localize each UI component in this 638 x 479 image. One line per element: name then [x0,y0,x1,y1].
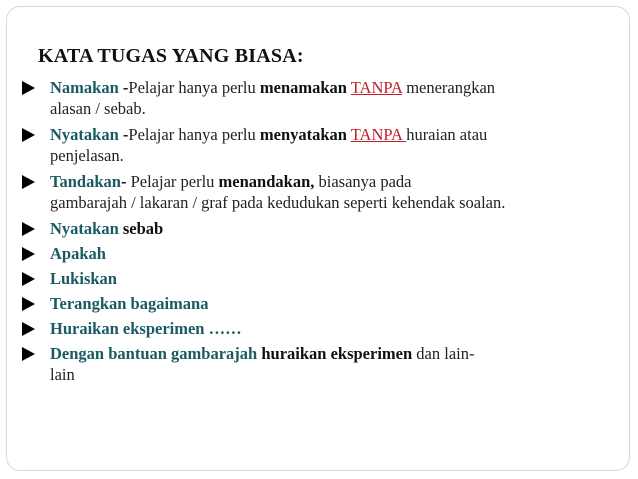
item-term: Nyatakan [50,125,119,144]
item-separator: - [120,172,131,191]
bullet-arrow-icon [22,347,35,361]
item-tail: huraian atau [406,125,488,144]
item-term: Nyatakan [50,219,119,238]
slide-heading: KATA TUGAS YANG BIASA: [38,45,304,67]
item-term: Huraikan eksperimen …… [50,319,242,338]
item-term: Terangkan bagaimana [50,294,209,313]
item-term: Tandakan [50,172,121,191]
item-continuation: penjelasan. [50,146,124,165]
item-lead: Pelajar hanya perlu [128,125,260,144]
item-keyword: menamakan [259,78,347,97]
bullet-arrow-icon [22,247,35,261]
bullet-arrow-icon [22,322,35,336]
item-separator: - [118,125,129,144]
list-item [16,293,616,314]
item-continuation: gambarajah / lakaran / graf pada kedudukan seperti kehendak soalan. [50,193,506,212]
item-term: Namakan [50,78,119,97]
list-item [16,218,616,239]
item-emphasis: TANPA [350,125,407,144]
list-item [16,171,616,213]
item-keyword: huraikan eksperimen [261,344,413,363]
bullet-arrow-icon [22,297,35,311]
bullet-arrow-icon [22,222,35,236]
item-continuation: alasan / sebab. [50,99,146,118]
bullet-list [16,77,616,390]
item-term: Dengan bantuan gambarajah [50,344,258,363]
bullet-arrow-icon [22,128,35,142]
bullet-arrow-icon [22,81,35,95]
item-separator: - [118,78,129,97]
slide-frame [6,6,630,471]
item-term: Apakah [50,244,106,263]
item-tail: menerangkan [402,78,496,97]
item-keyword: menandakan, [218,172,315,191]
bullet-arrow-icon [22,175,35,189]
item-emphasis: TANPA [350,78,403,97]
item-continuation: lain [50,365,75,384]
item-keyword: menyatakan [259,125,347,144]
list-item [16,243,616,264]
list-item [16,268,616,289]
list-item [16,318,616,339]
bullet-arrow-icon [22,272,35,286]
item-lead: Pelajar perlu [130,172,219,191]
list-item [16,343,616,385]
item-term: Lukiskan [50,269,117,288]
item-lead: Pelajar hanya perlu [128,78,260,97]
item-tail: dan lain- [412,344,475,363]
list-item [16,77,616,119]
list-item [16,124,616,166]
item-keyword: sebab [122,219,164,238]
item-tail: biasanya pada [314,172,412,191]
